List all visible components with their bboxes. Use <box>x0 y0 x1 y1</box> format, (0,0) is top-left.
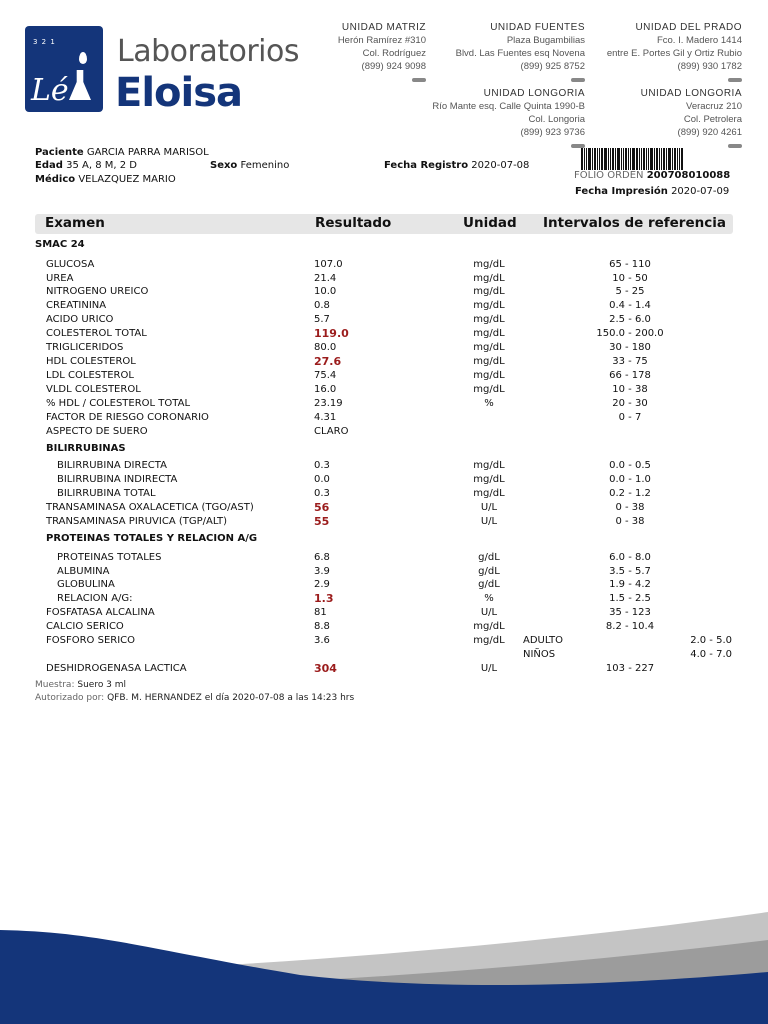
table-row <box>0 487 768 501</box>
exam-reference: 30 - 180 <box>609 342 651 353</box>
barcode-bar <box>650 148 653 170</box>
exam-name: HDL COLESTEROL <box>46 356 136 367</box>
exam-unit: mg/dL <box>473 342 505 353</box>
patient-name: Paciente GARCIA PARRA MARISOL <box>35 147 209 158</box>
table-row <box>0 565 768 579</box>
patient-age: Edad 35 A, 8 M, 2 D <box>35 160 137 171</box>
exam-name: FOSFORO SERICO <box>46 635 136 646</box>
exam-reference: 0.4 - 1.4 <box>609 300 651 311</box>
exam-unit: g/dL <box>478 579 500 590</box>
fecha-registro: Fecha Registro 2020-07-08 <box>384 160 530 171</box>
exam-result: 81 <box>314 607 327 618</box>
table-row <box>0 501 768 515</box>
exam-result: 55 <box>314 515 330 528</box>
exam-result: CLARO <box>314 426 349 437</box>
exam-unit: mg/dL <box>473 635 505 646</box>
exam-reference: 66 - 178 <box>609 370 651 381</box>
exam-result: 0.3 <box>314 460 330 471</box>
exam-result: 0.0 <box>314 474 330 485</box>
exam-unit: mg/dL <box>473 314 505 325</box>
ref-group-label: NIÑOS <box>523 649 556 660</box>
header-examen: Examen <box>45 215 105 231</box>
barcode-bar <box>656 148 658 170</box>
barcode-bar <box>623 148 624 170</box>
table-row <box>0 285 768 299</box>
logo-dots: 3 2 1 <box>33 38 56 46</box>
exam-unit: g/dL <box>478 566 500 577</box>
table-row <box>0 355 768 369</box>
exam-name: TRANSAMINASA OXALACETICA (TGO/AST) <box>46 502 254 513</box>
barcode-bar <box>604 148 607 170</box>
barcode-bar <box>597 148 598 170</box>
exam-name: PROTEINAS TOTALES <box>57 552 162 563</box>
ref-group-range: 2.0 - 5.0 <box>690 635 732 646</box>
barcode-bar <box>628 148 629 170</box>
exam-reference: 0 - 38 <box>615 502 645 513</box>
exam-reference: 10 - 50 <box>612 273 648 284</box>
exam-result: 304 <box>314 662 337 675</box>
exam-result: 75.4 <box>314 370 337 381</box>
exam-reference: 0.0 - 1.0 <box>609 474 651 485</box>
fecha-impresion: Fecha Impresión 2020-07-09 <box>575 186 730 197</box>
unit-longoria-2: UNIDAD LONGORIA Veracruz 210 Col. Petrolera (899) 920 4261 <box>641 87 742 152</box>
table-row <box>0 515 768 529</box>
table-row <box>0 473 768 487</box>
barcode-bar <box>663 148 665 170</box>
barcode-bar <box>584 148 585 170</box>
barcode-bar <box>621 148 622 170</box>
logo-monogram: Lé <box>31 73 69 108</box>
header-unidad: Unidad <box>463 215 517 231</box>
folio-orden: FOLIO ORDEN 200708010088 <box>574 170 731 181</box>
header-resultado: Resultado <box>315 215 392 231</box>
phone-icon <box>728 78 742 82</box>
muestra: Muestra: Suero 3 ml <box>35 680 127 690</box>
exam-name: % HDL / COLESTEROL TOTAL <box>46 398 191 409</box>
exam-name: TRANSAMINASA PIRUVICA (TGP/ALT) <box>46 516 228 527</box>
exam-result: 3.9 <box>314 566 330 577</box>
exam-unit: U/L <box>480 663 498 674</box>
exam-result: 0.3 <box>314 488 330 499</box>
barcode-bar <box>648 148 649 170</box>
exam-name: NITROGENO UREICO <box>46 286 149 297</box>
exam-unit: mg/dL <box>473 273 505 284</box>
barcode-bar <box>630 148 631 170</box>
barcode-bar <box>610 148 611 170</box>
ref-group-range: 4.0 - 7.0 <box>690 649 732 660</box>
table-row <box>0 592 768 606</box>
exam-name: ASPECTO DE SUERO <box>46 426 148 437</box>
barcode-bar <box>612 148 614 170</box>
exam-unit: mg/dL <box>473 460 505 471</box>
exam-result: 10.0 <box>314 286 337 297</box>
section-bilirrubinas: BILIRRUBINAS <box>46 443 126 454</box>
exam-reference: 0 - 7 <box>618 412 642 423</box>
table-row <box>0 606 768 620</box>
lab-logo-icon <box>25 26 103 112</box>
exam-unit: mg/dL <box>473 286 505 297</box>
unit-del-prado: UNIDAD DEL PRADO Fco. I. Madero 1414 entre E. Portes Gil y Ortiz Rubio (899) 930 1782 <box>607 21 742 86</box>
exam-unit: mg/dL <box>473 488 505 499</box>
exam-name: BILIRRUBINA TOTAL <box>57 488 156 499</box>
table-row <box>0 634 768 660</box>
exam-unit: mg/dL <box>473 259 505 270</box>
barcode-bar <box>677 148 678 170</box>
table-row <box>0 551 768 565</box>
exam-reference: 8.2 - 10.4 <box>605 621 655 632</box>
exam-result: 3.6 <box>314 635 330 646</box>
exam-name: FACTOR DE RIESGO CORONARIO <box>46 412 209 423</box>
header-referencia: Intervalos de referencia <box>543 215 726 231</box>
table-header <box>35 214 733 234</box>
section-smac: SMAC 24 <box>35 239 85 250</box>
exam-unit: mg/dL <box>473 370 505 381</box>
exam-result: 4.31 <box>314 412 337 423</box>
barcode-bar <box>617 148 620 170</box>
exam-result: 6.8 <box>314 552 330 563</box>
exam-name: LDL COLESTEROL <box>46 370 134 381</box>
exam-name: ALBUMINA <box>57 566 110 577</box>
barcode-bar <box>592 148 593 170</box>
exam-unit: U/L <box>480 607 498 618</box>
exam-name: FOSFATASA ALCALINA <box>46 607 155 618</box>
barcode-bar <box>674 148 676 170</box>
exam-unit: % <box>484 398 494 409</box>
exam-result: 1.3 <box>314 592 334 605</box>
phone-icon <box>728 144 742 148</box>
exam-reference: 5 - 25 <box>615 286 645 297</box>
exam-reference: 65 - 110 <box>609 259 651 270</box>
exam-name: GLUCOSA <box>46 259 95 270</box>
exam-result: 5.7 <box>314 314 330 325</box>
table-row <box>0 369 768 383</box>
exam-name: RELACION A/G: <box>57 593 133 604</box>
exam-result: 107.0 <box>314 259 343 270</box>
exam-result: 119.0 <box>314 327 349 340</box>
exam-result: 27.6 <box>314 355 342 368</box>
table-row <box>0 578 768 592</box>
exam-reference: 6.0 - 8.0 <box>609 552 651 563</box>
exam-reference: 103 - 227 <box>605 663 655 674</box>
barcode-bar <box>639 148 640 170</box>
phone-icon <box>412 78 426 82</box>
exam-name: CREATININA <box>46 300 107 311</box>
exam-result: 23.19 <box>314 398 343 409</box>
exam-reference: 1.9 - 4.2 <box>609 579 651 590</box>
exam-unit: mg/dL <box>473 328 505 339</box>
exam-unit: mg/dL <box>473 356 505 367</box>
table-row <box>0 425 768 439</box>
exam-reference: 0.0 - 0.5 <box>609 460 651 471</box>
exam-unit: g/dL <box>478 552 500 563</box>
exam-name: DESHIDROGENASA LACTICA <box>46 663 187 674</box>
flask-icon <box>69 70 91 100</box>
barcode-bar <box>668 148 671 170</box>
exam-name: ACIDO URICO <box>46 314 114 325</box>
exam-reference: 0.2 - 1.2 <box>609 488 651 499</box>
exam-name: GLOBULINA <box>57 579 115 590</box>
exam-unit: U/L <box>480 516 498 527</box>
exam-reference: 0 - 38 <box>615 516 645 527</box>
barcode-bar <box>654 148 655 170</box>
footer-wave <box>0 900 768 1024</box>
exam-result: 8.8 <box>314 621 330 632</box>
exam-name: BILIRRUBINA DIRECTA <box>57 460 167 471</box>
ref-group-label: ADULTO <box>523 635 564 646</box>
barcode-bar <box>608 148 609 170</box>
exam-unit: mg/dL <box>473 384 505 395</box>
barcode-bar <box>581 148 583 170</box>
patient-doctor: Médico VELAZQUEZ MARIO <box>35 174 176 185</box>
exam-name: CALCIO SERICO <box>46 621 124 632</box>
exam-unit: U/L <box>480 502 498 513</box>
exam-reference: 3.5 - 5.7 <box>609 566 651 577</box>
exam-reference: 33 - 75 <box>612 356 648 367</box>
table-row <box>0 411 768 425</box>
table-row <box>0 397 768 411</box>
barcode-bar <box>594 148 596 170</box>
barcode-bar <box>599 148 600 170</box>
barcode-bar <box>588 148 591 170</box>
unit-longoria-1: UNIDAD LONGORIA Río Mante esq. Calle Quinta 1990-B Col. Longoria (899) 923 9736 <box>432 87 585 152</box>
barcode-bar <box>632 148 635 170</box>
unit-fuentes: UNIDAD FUENTES Plaza Bugambilias Blvd. Las Fuentes esq Novena (899) 925 8752 <box>456 21 585 86</box>
barcode-bar <box>666 148 667 170</box>
barcode-bar <box>586 148 587 170</box>
patient-sex: Sexo Femenino <box>210 160 290 171</box>
barcode-bar <box>636 148 638 170</box>
exam-reference: 10 - 38 <box>612 384 648 395</box>
exam-result: 21.4 <box>314 273 337 284</box>
exam-name: COLESTEROL TOTAL <box>46 328 147 339</box>
unit-matriz: UNIDAD MATRIZ Herón Ramírez #310 Col. Rodríguez (899) 924 9098 <box>338 21 426 86</box>
barcode-bar <box>672 148 673 170</box>
table-row <box>0 299 768 313</box>
table-row <box>0 662 768 676</box>
barcode-bar <box>615 148 616 170</box>
table-row <box>0 383 768 397</box>
exam-name: BILIRRUBINA INDIRECTA <box>57 474 178 485</box>
exam-reference: 20 - 30 <box>612 398 648 409</box>
exam-result: 2.9 <box>314 579 330 590</box>
table-row <box>0 313 768 327</box>
table-row <box>0 620 768 634</box>
exam-result: 16.0 <box>314 384 337 395</box>
section-proteinas: PROTEINAS TOTALES Y RELACION A/G <box>46 533 258 544</box>
barcode-bar <box>679 148 680 170</box>
exam-reference: 35 - 123 <box>609 607 651 618</box>
exam-name: VLDL COLESTEROL <box>46 384 141 395</box>
autorizado: Autorizado por: QFB. M. HERNANDEZ el día 2020-07-08 a las 14:23 hrs <box>35 693 355 703</box>
table-row <box>0 272 768 286</box>
barcode-bar <box>643 148 645 170</box>
exam-name: UREA <box>46 273 74 284</box>
exam-name: TRIGLICERIDOS <box>46 342 124 353</box>
table-row <box>0 327 768 341</box>
logo-text-line2: Eloisa <box>115 70 243 116</box>
barcode-bar <box>661 148 662 170</box>
barcode-bar <box>646 148 647 170</box>
barcode-bar <box>641 148 642 170</box>
barcode-bar <box>625 148 627 170</box>
barcode-bar <box>601 148 603 170</box>
exam-reference: 2.5 - 6.0 <box>609 314 651 325</box>
phone-icon <box>571 78 585 82</box>
exam-unit: % <box>484 593 494 604</box>
exam-reference: 150.0 - 200.0 <box>596 328 664 339</box>
exam-unit: mg/dL <box>473 621 505 632</box>
barcode-icon <box>581 148 715 170</box>
table-row <box>0 341 768 355</box>
table-row <box>0 459 768 473</box>
table-row <box>0 258 768 272</box>
exam-result: 0.8 <box>314 300 330 311</box>
exam-unit: mg/dL <box>473 300 505 311</box>
barcode-bar <box>659 148 660 170</box>
exam-reference: 1.5 - 2.5 <box>609 593 651 604</box>
logo-text-line1: Laboratorios <box>117 34 299 69</box>
exam-result: 80.0 <box>314 342 337 353</box>
barcode-bar <box>681 148 683 170</box>
exam-result: 56 <box>314 501 330 514</box>
drop-icon <box>79 52 87 64</box>
exam-unit: mg/dL <box>473 474 505 485</box>
